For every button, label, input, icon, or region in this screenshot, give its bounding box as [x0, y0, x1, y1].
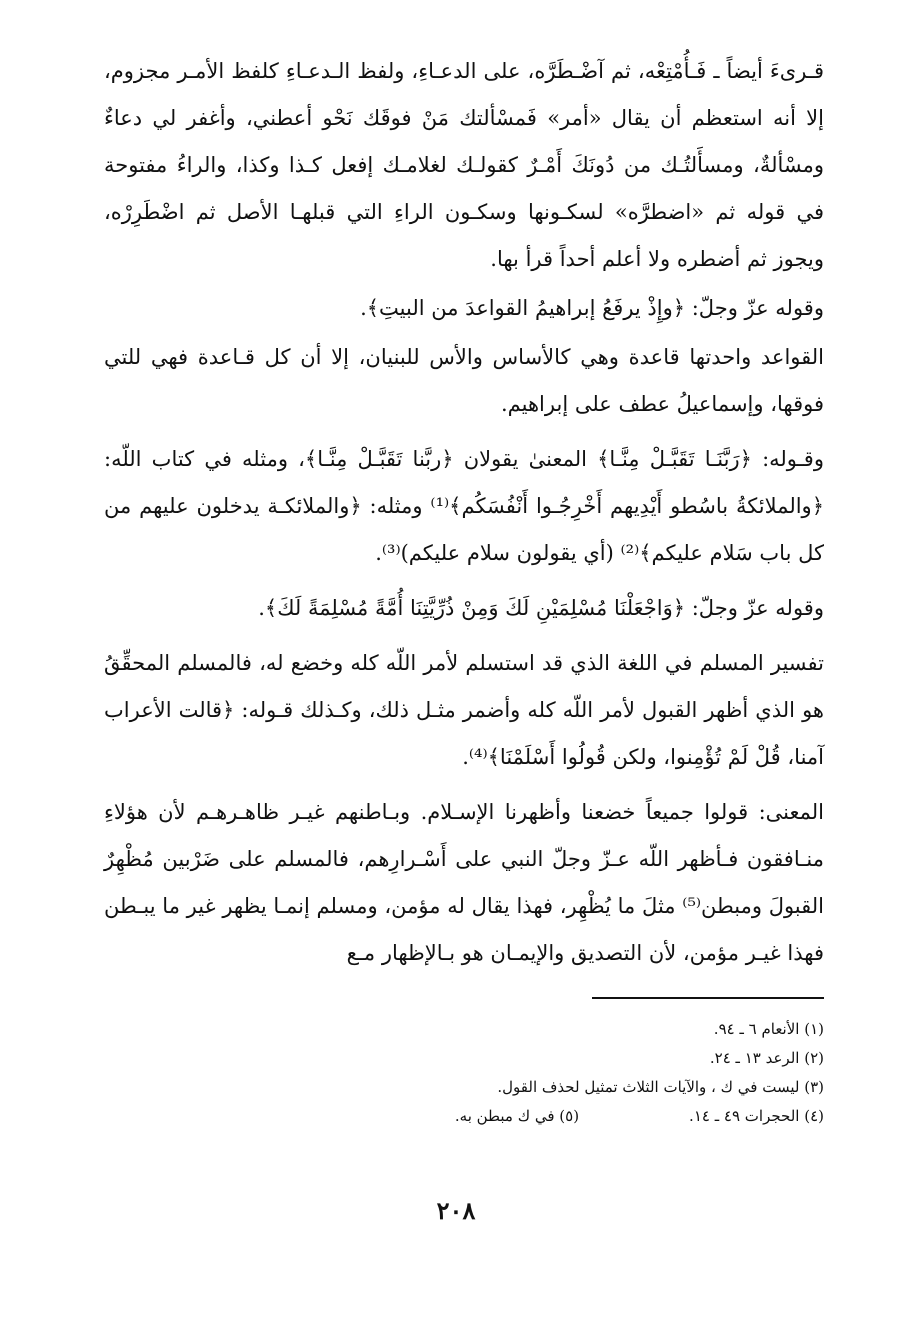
footnote-1: (١) الأنعام ٦ ـ ٩٤.: [713, 1020, 824, 1038]
footnote-4: (٤) الحجرات ٤٩ ـ ١٤.: [689, 1107, 824, 1125]
main-text: [104, 48, 824, 979]
paragraph-tafsir-muslim: تفسير المسلم في اللغة الذي قد استسلم لأمر اللّه كله وخضع له، فالمسلم المحقِّقُ هو الذي أظهر القبول لأمر اللّه كله وأضمر مثـل ذلك، وكـذلك قـوله: ﴿قالت الأعراب آمنا، قُلْ لَمْ تُؤْمِنوا، ولكن قُولُوا أَسْلَمْنَا﴾⁽⁴⁾.: [104, 651, 824, 769]
footnote-2: (٢) الرعد ١٣ ـ ٢٤.: [709, 1049, 824, 1067]
paragraph-qawaid-explanation: القواعد واحدتها قاعدة وهي كالأساس والأس للبنيان، إلا أن كل قـاعدة فهي للتي فوقها، وإسماعيلُ عطف على إبراهيم.: [104, 345, 824, 416]
paragraph-rabbana-taqabbal: وقـوله: ﴿رَبَّنَـا تَقَبَّـلْ مِنَّـا﴾ المعنىٰ يقولان ﴿ربَّنا تَقَبَّـلْ مِنَّـا﴾، ومثله في كتاب اللّه: ﴿والملائكةُ باسُطو أَيْدِيهم أَخْرِجُـوا أَنْفُسَكُم﴾⁽¹⁾ ومثله: ﴿والملائكـة يدخلون عليهم من كل باب سَلام عليكم﴾⁽²⁾ (أي يقولون سلام عليكم)⁽³⁾.: [104, 447, 824, 565]
paragraph-qira-a: قـرىءَ أيضاً ـ فَـأُمْتِعْه، ثم آضْـطَرَّه، على الدعـاءِ، ولفظ الـدعـاءِ كلفظ الأمـر مجزوم، إلا أنه استعظم أن يقال «أمر» فَمسْألتك مَنْ فوقَك نَحْو أعطني، وأغفر لي دعاءٌ ومسْألةٌ، ومسأَلتُـك من دُونَكَ أَمْـرٌ كقولـك لغلامـك إفعل كـذا وكذا، والراءُ مفتوحة في قوله ثم «اضطرَّه» لسكـونها وسكـون الراءِ التي قبلهـا الأصل ثم اضْطَرِرْه، ويجوز ثم أضطره ولا أعلم أحداً قرأ بها.: [104, 59, 824, 271]
paragraph-maana: المعنى: قولوا جميعاً خضعنا وأظهرنا الإسـلام. وبـاطنهم غيـر ظاهـرهـم لأن هؤلاءِ منـافقون فـأظهر اللّه عـزّ وجلّ النبي على أَسْـرارِهم، فالمسلم على ضَرْبين مُظْهِرٌ القبولَ ومبطن⁽⁵⁾ مثلَ ما يُظْهِر، فهذا يقال له مؤمن، ومسلم إنمـا يظهر غير ما يبـطن فهذا غيـر مؤمن، لأن التصديق والإيمـان هو بـالإظهار مـع: [104, 800, 825, 965]
footnote-5: (٥) في ك مبطن به.: [454, 1107, 580, 1125]
footnote-3: (٣) ليست في ك ، والآيات الثلاث تمثيل لحذف القول.: [497, 1078, 824, 1096]
paragraph-verse-muslimayn: وقوله عزّ وجلّ: ﴿وَاجْعَلْنَا مُسْلِمَيْنِ لَكَ وَمِنْ ذُرِّيَّتِنَا أُمَّةً مُسْلِمَةً لَكَ﴾.: [258, 596, 824, 620]
footnote-divider: [592, 997, 824, 999]
footnotes: [250, 1015, 824, 1131]
paragraph-verse-qawaid: وقوله عزّ وجلّ: ﴿وإِذْ يرفَعُ إبراهيمُ القواعدَ من البيتِ﴾.: [360, 296, 824, 320]
page-number: ٢٠٨: [436, 1196, 476, 1225]
footnote-line-4-5: [250, 1102, 824, 1131]
